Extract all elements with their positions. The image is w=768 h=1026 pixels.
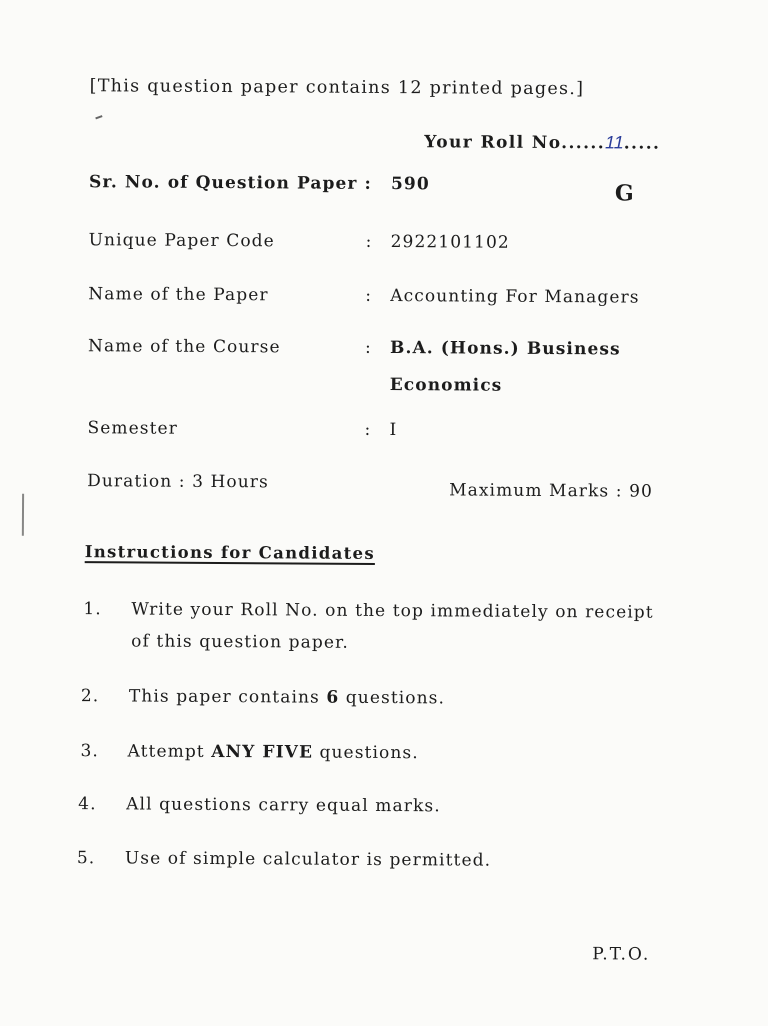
course-label: Name of the Course <box>87 336 281 358</box>
duration-text: Duration : 3 Hours <box>87 471 269 493</box>
instruction-4-number: 4. <box>78 794 97 815</box>
instruction-5-number: 5. <box>76 848 96 869</box>
instruction-2-number: 2. <box>80 686 100 707</box>
paper-name-label: Name of the Paper <box>88 284 269 306</box>
maximum-marks-text: Maximum Marks : 90 <box>449 480 654 502</box>
paper-code-label: Unique Paper Code <box>88 230 275 252</box>
paper-name-value: Accounting For Managers <box>390 286 640 308</box>
sr-no-label: Sr. No. of Question Paper : <box>88 172 372 194</box>
paper-set-letter: G <box>614 180 634 207</box>
page-count-note: [This question paper contains 12 printed pages.] <box>89 76 585 100</box>
instruction-1-line1: Write your Roll No. on the top immediately on receipt <box>131 599 654 623</box>
paper-name-colon: : <box>365 285 373 306</box>
instruction-3-bold: ANY FIVE <box>211 741 314 763</box>
margin-pen-mark <box>22 494 24 536</box>
course-value-line1: B.A. (Hons.) Business <box>389 338 621 360</box>
paper-code-colon: : <box>365 231 373 252</box>
instruction-2-bold: 6 <box>326 687 340 708</box>
instruction-3-pre: Attempt <box>127 741 212 762</box>
course-colon: : <box>364 337 372 358</box>
instruction-3-post: questions. <box>312 742 419 764</box>
instruction-1-line2: of this question paper. <box>131 631 349 653</box>
semester-label: Semester <box>87 418 179 439</box>
instruction-4-text: All questions carry equal marks. <box>126 794 441 817</box>
please-turn-over: P.T.O. <box>592 944 651 965</box>
stray-pen-mark <box>95 115 102 119</box>
instruction-3-text <box>127 743 418 762</box>
paper-code-value: 2922101102 <box>390 232 510 253</box>
instruction-2-post: questions. <box>339 687 446 709</box>
instruction-1-number: 1. <box>83 599 102 620</box>
instruction-2-pre: This paper contains <box>128 686 327 708</box>
roll-number-trail: ..... <box>623 133 661 154</box>
course-value-line2: Economics <box>389 375 503 396</box>
semester-colon: : <box>364 419 372 440</box>
sr-no-value: 590 <box>390 174 430 195</box>
instructions-heading: Instructions for Candidates <box>84 542 376 563</box>
roll-number-line <box>424 132 660 152</box>
instruction-5-text: Use of simple calculator is permitted. <box>124 848 492 871</box>
instruction-2-text <box>129 688 445 707</box>
roll-number-handwritten: 11 <box>605 132 624 153</box>
instruction-3-number: 3. <box>80 741 100 762</box>
roll-number-label: Your Roll No...... <box>424 132 606 154</box>
semester-value: I <box>389 420 398 441</box>
